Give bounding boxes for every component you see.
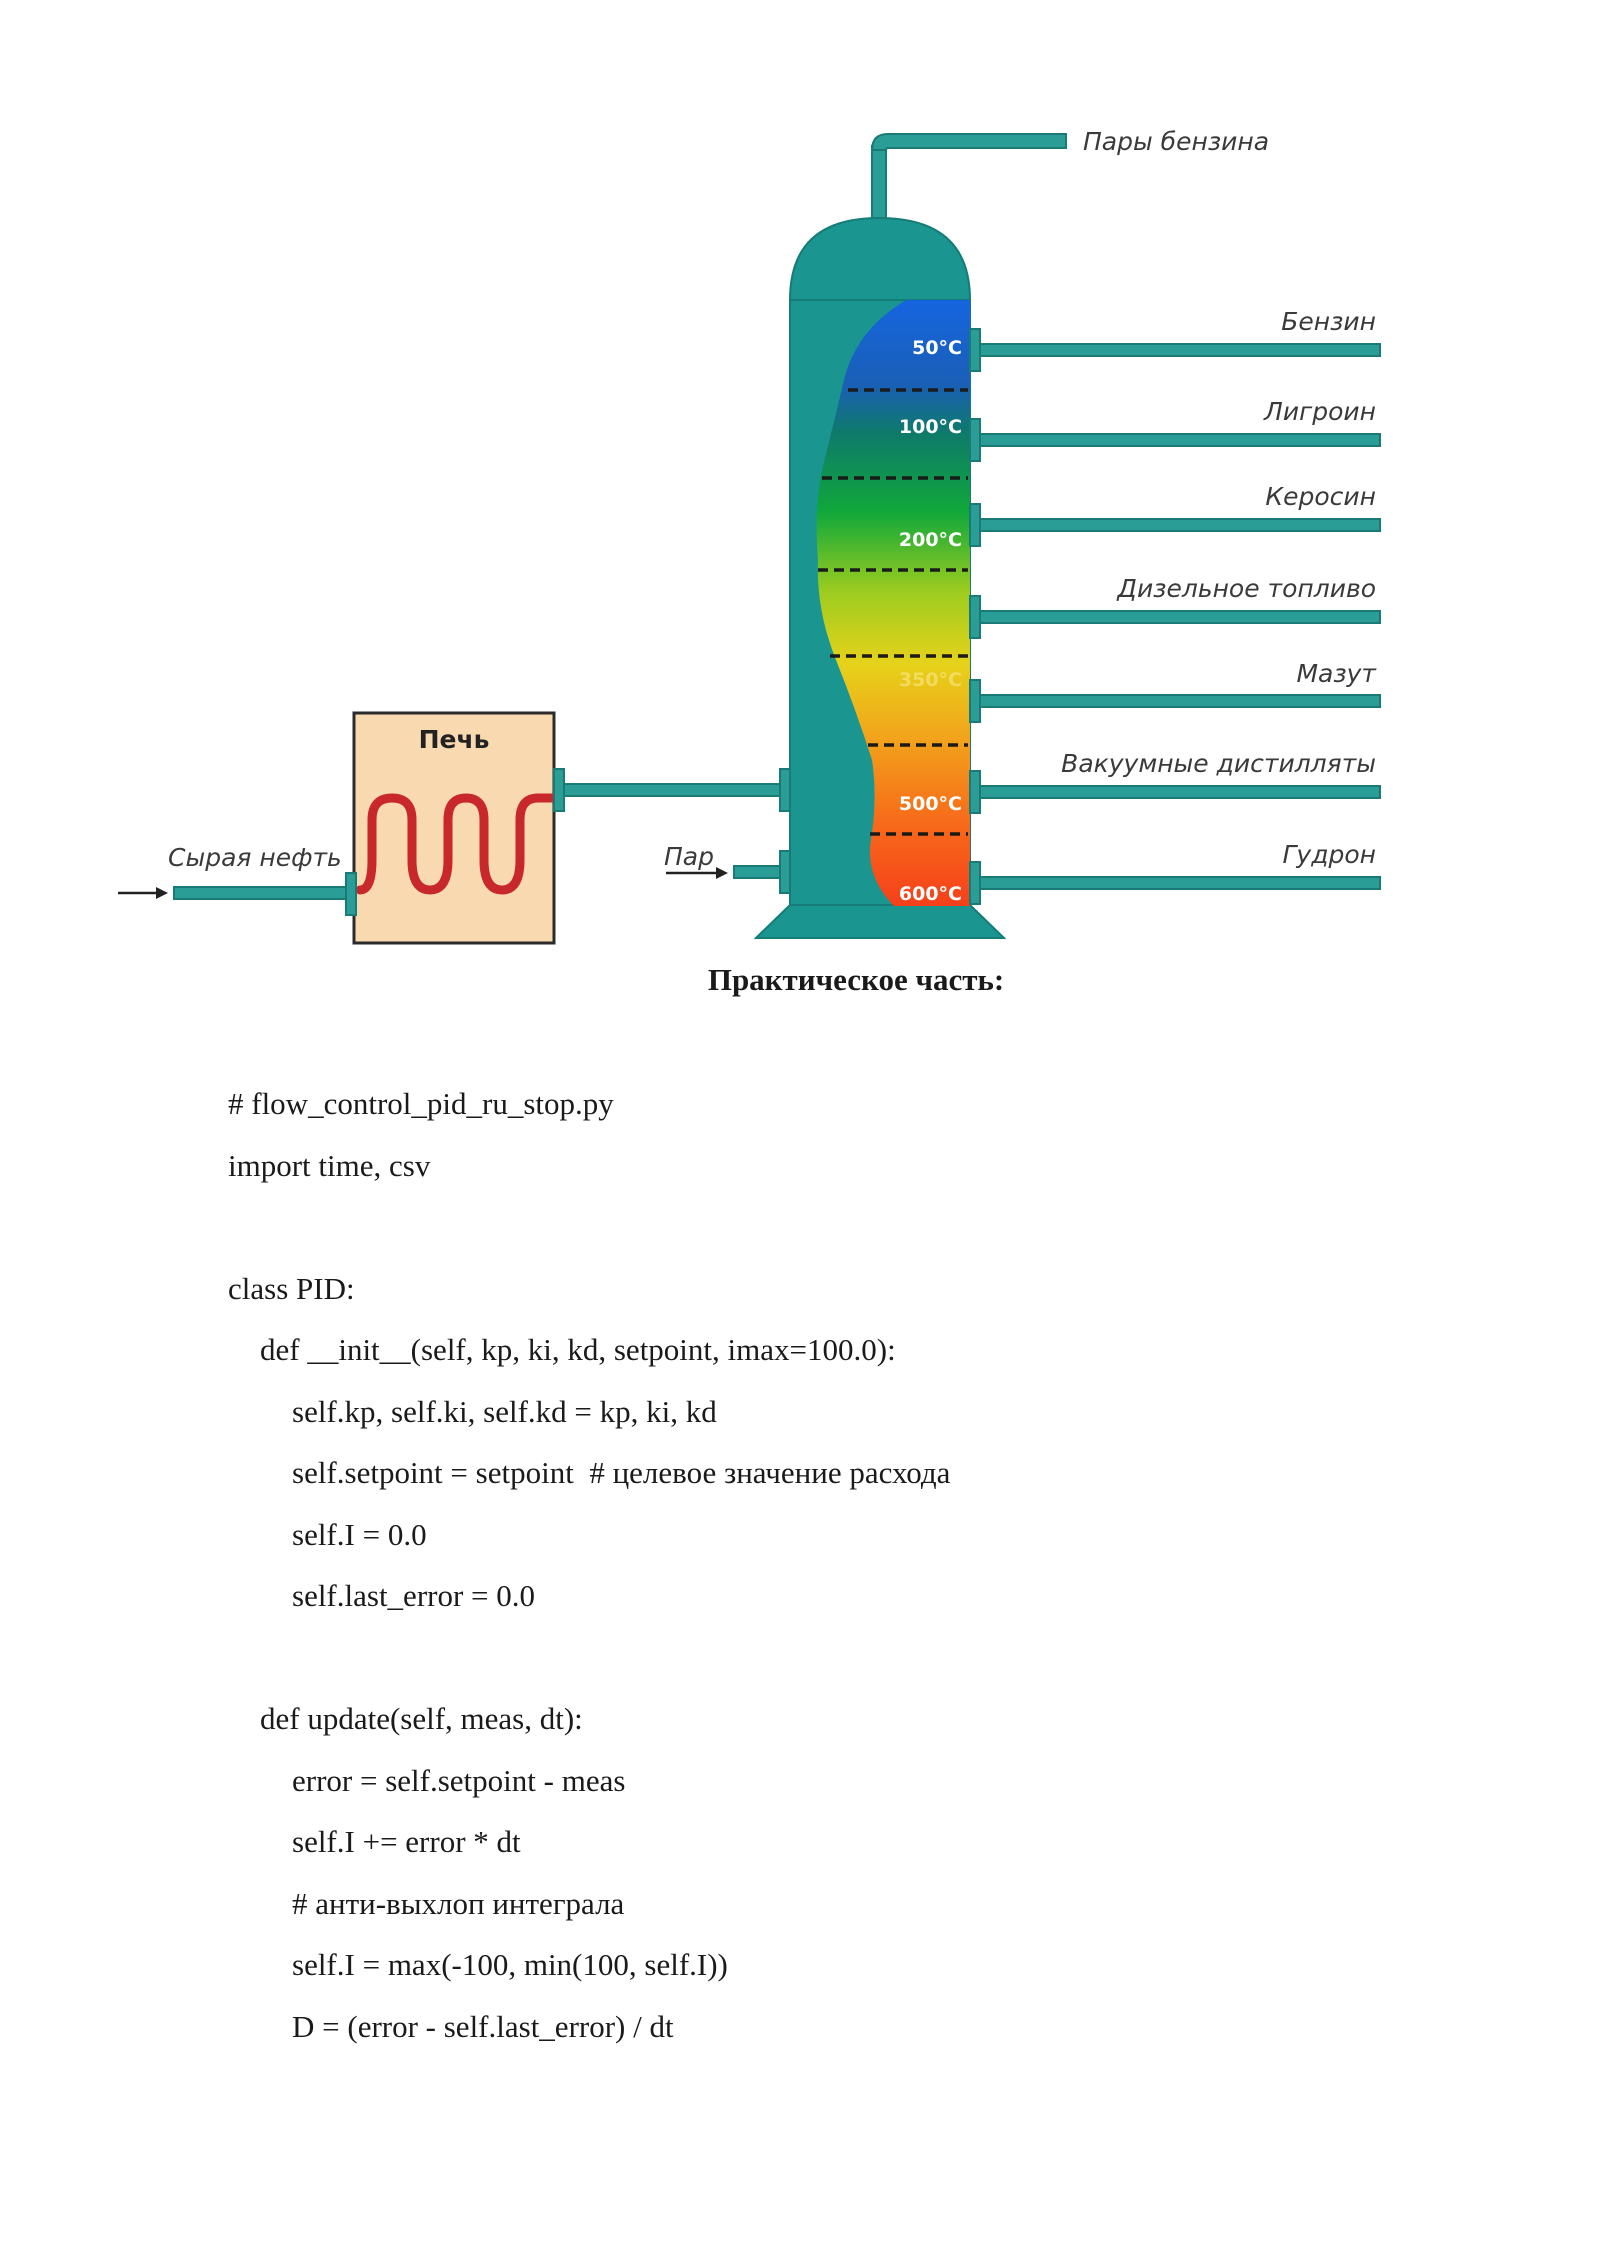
code-line: self.setpoint = setpoint # целевое значение расхода bbox=[292, 1455, 951, 1490]
temp-label-600: 600°C bbox=[898, 883, 962, 905]
temp-label-500: 500°C bbox=[898, 793, 962, 815]
temp-label-200: 200°C bbox=[898, 529, 962, 551]
steam-inlet-pipe bbox=[734, 851, 790, 893]
code-line: # flow_control_pid_ru_stop.py bbox=[228, 1086, 614, 1121]
code-line: error = self.setpoint - meas bbox=[292, 1762, 626, 1798]
code-line: self.last_error = 0.0 bbox=[292, 1578, 536, 1613]
code-line: def __init__(self, kp, ki, kd, setpoint, imax=100.0): bbox=[260, 1332, 896, 1367]
temp-label-100: 100°C bbox=[898, 416, 962, 438]
fraction-label-ligroin: Лигроин bbox=[1264, 397, 1376, 426]
crude-label: Сырая нефть bbox=[168, 843, 342, 872]
fraction-label-vacuum: Вакуумные дистилляты bbox=[1061, 749, 1376, 778]
fraction-label-tar: Гудрон bbox=[1282, 840, 1376, 869]
code-line bbox=[228, 1636, 950, 1698]
code-line bbox=[228, 1205, 950, 1267]
temp-label-350: 350°C bbox=[898, 669, 962, 691]
distillation-diagram bbox=[0, 0, 1600, 960]
code-block bbox=[228, 1082, 950, 2066]
fraction-label-kerosene: Керосин bbox=[1265, 482, 1376, 511]
code-line: def update(self, meas, dt): bbox=[260, 1701, 583, 1736]
code-line: D = (error - self.last_error) / dt bbox=[292, 2008, 674, 2044]
vapor-label: Пары бензина bbox=[1083, 127, 1270, 156]
code-line: self.I += error * dt bbox=[292, 1824, 521, 1859]
crude-arrow-icon bbox=[118, 887, 168, 899]
vapor-pipe bbox=[872, 134, 1066, 221]
furnace bbox=[354, 713, 554, 943]
code-line: self.I = max(-100, min(100, self.I)) bbox=[292, 1947, 728, 1982]
crude-inlet-pipe bbox=[174, 873, 356, 915]
fraction-label-diesel: Дизельное топливо bbox=[1117, 574, 1376, 603]
steam-label: Пар bbox=[664, 842, 714, 871]
fraction-label-gasoline: Бензин bbox=[1281, 307, 1376, 336]
temp-label-50: 50°C bbox=[912, 337, 962, 359]
code-line: self.I = 0.0 bbox=[292, 1516, 427, 1552]
code-line: self.kp, self.ki, self.kd = kp, ki, kd bbox=[292, 1393, 717, 1429]
section-title: Практическое часть: bbox=[707, 962, 1005, 997]
feed-pipe bbox=[554, 769, 790, 811]
code-line: import time, csv bbox=[228, 1147, 431, 1183]
furnace-label: Печь bbox=[418, 725, 490, 754]
fraction-label-fuel-oil: Мазут bbox=[1296, 659, 1376, 688]
code-line: class PID: bbox=[228, 1270, 355, 1306]
code-line: # анти-выхлоп интеграла bbox=[292, 1885, 625, 1921]
